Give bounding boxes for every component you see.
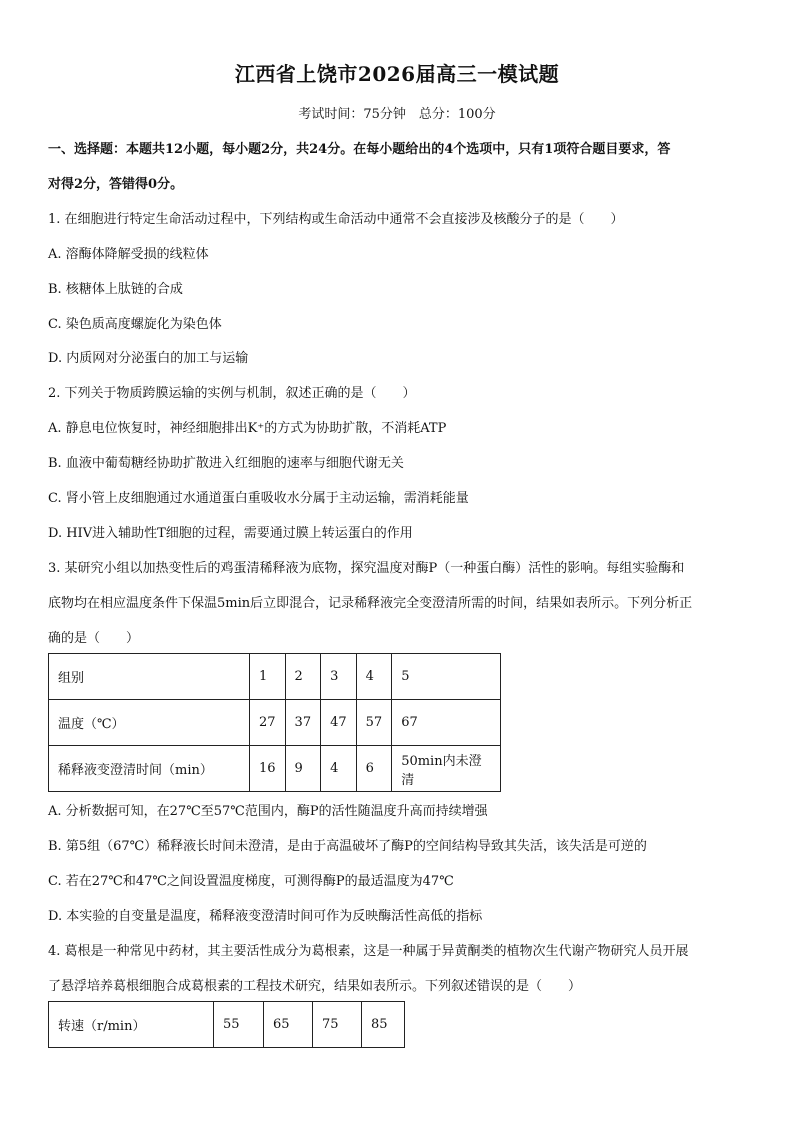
question-1-stem: 1. 在细胞进行特定生命活动过程中，下列结构或生命活动中通常不会直接涉及核酸分子的是（ ）	[48, 212, 624, 227]
table-row	[49, 700, 501, 746]
table-cell: 组别	[49, 654, 250, 700]
table-cell: 57	[356, 700, 392, 746]
question-3-option-c: C. 若在27℃和47℃之间设置温度梯度，可测得酶P的最适温度为47℃	[48, 874, 454, 889]
table-cell: 55	[214, 1002, 264, 1048]
table-cell: 4	[356, 654, 392, 700]
question-4-table	[48, 1001, 405, 1048]
question-3-option-b: B. 第5组（67℃）稀释液长时间未澄清，是由于高温破坏了酶P的空间结构导致其失活，该失活是可逆的	[48, 839, 647, 854]
table-cell: 67	[392, 700, 501, 746]
table-cell: 5	[392, 654, 501, 700]
table-cell: 温度（℃）	[49, 700, 250, 746]
question-2-option-b: B. 血液中葡萄糖经协助扩散进入红细胞的速率与细胞代谢无关	[48, 456, 404, 471]
question-1-option-b: B. 核糖体上肽链的合成	[48, 282, 183, 297]
table-cell: 75	[313, 1002, 362, 1048]
question-3-stem-line2: 底物均在相应温度条件下保温5min后立即混合，记录稀释液完全变澄清所需的时间，结果如表所示。下列分析正	[48, 596, 693, 611]
table-cell: 稀释液变澄清时间（min）	[49, 746, 250, 792]
question-2-option-d: D. HIV进入辅助性T细胞的过程，需要通过膜上转运蛋白的作用	[48, 526, 413, 541]
exam-subtitle: 考试时间：75分钟 总分：100分	[298, 107, 496, 122]
table-row	[49, 746, 501, 792]
question-1-option-c: C. 染色质高度螺旋化为染色体	[48, 317, 222, 332]
question-2-option-a: A. 静息电位恢复时，神经细胞排出K⁺的方式为协助扩散，不消耗ATP	[48, 421, 447, 436]
question-3-option-d: D. 本实验的自变量是温度，稀释液变澄清时间可作为反映酶活性高低的指标	[48, 909, 483, 924]
table-cell: 37	[285, 700, 321, 746]
question-1-option-d: D. 内质网对分泌蛋白的加工与运输	[48, 351, 249, 366]
table-cell: 65	[264, 1002, 313, 1048]
table-cell: 3	[321, 654, 357, 700]
table-cell: 4	[321, 746, 357, 792]
table-cell: 6	[356, 746, 392, 792]
table-cell: 1	[250, 654, 286, 700]
section-heading-line2: 对得2分，答错得0分。	[48, 177, 184, 192]
table-cell: 9	[285, 746, 321, 792]
question-1-option-a: A. 溶酶体降解受损的线粒体	[48, 247, 209, 262]
question-3-table	[48, 653, 501, 792]
table-cell: 2	[285, 654, 321, 700]
table-cell: 47	[321, 700, 357, 746]
table-cell: 转速（r/min）	[49, 1002, 214, 1048]
table-row	[49, 654, 501, 700]
question-4-stem-line1: 4. 葛根是一种常见中药材，其主要活性成分为葛根素，这是一种属于异黄酮类的植物次生代谢产物研究人员开展	[48, 944, 689, 959]
table-row	[49, 1002, 405, 1048]
question-3-option-a: A. 分析数据可知，在27℃至57℃范围内，酶P的活性随温度升高而持续增强	[48, 804, 488, 819]
question-2-stem: 2. 下列关于物质跨膜运输的实例与机制，叙述正确的是（ ）	[48, 386, 416, 401]
section-heading-line1: 一、选择题：本题共12小题，每小题2分，共24分。在每小题给出的4个选项中，只有1项符合题目要求，答	[48, 142, 671, 157]
table-cell: 50min内未澄清	[392, 746, 501, 792]
table-cell: 16	[250, 746, 286, 792]
question-2-option-c: C. 肾小管上皮细胞通过水通道蛋白重吸收水分属于主动运输，需消耗能量	[48, 491, 469, 506]
question-3-stem-line1: 3. 某研究小组以加热变性后的鸡蛋清稀释液为底物，探究温度对酶P（一种蛋白酶）活性的影响。每组实验酶和	[48, 561, 685, 576]
table-cell: 85	[362, 1002, 405, 1048]
question-4-stem-line2: 了悬浮培养葛根细胞合成葛根素的工程技术研究，结果如表所示。下列叙述错误的是（ ）	[48, 979, 582, 994]
exam-title: 江西省上饶市2026届高三一模试题	[234, 62, 560, 86]
question-3-stem-line3: 确的是（ ）	[48, 631, 140, 646]
table-cell: 27	[250, 700, 286, 746]
